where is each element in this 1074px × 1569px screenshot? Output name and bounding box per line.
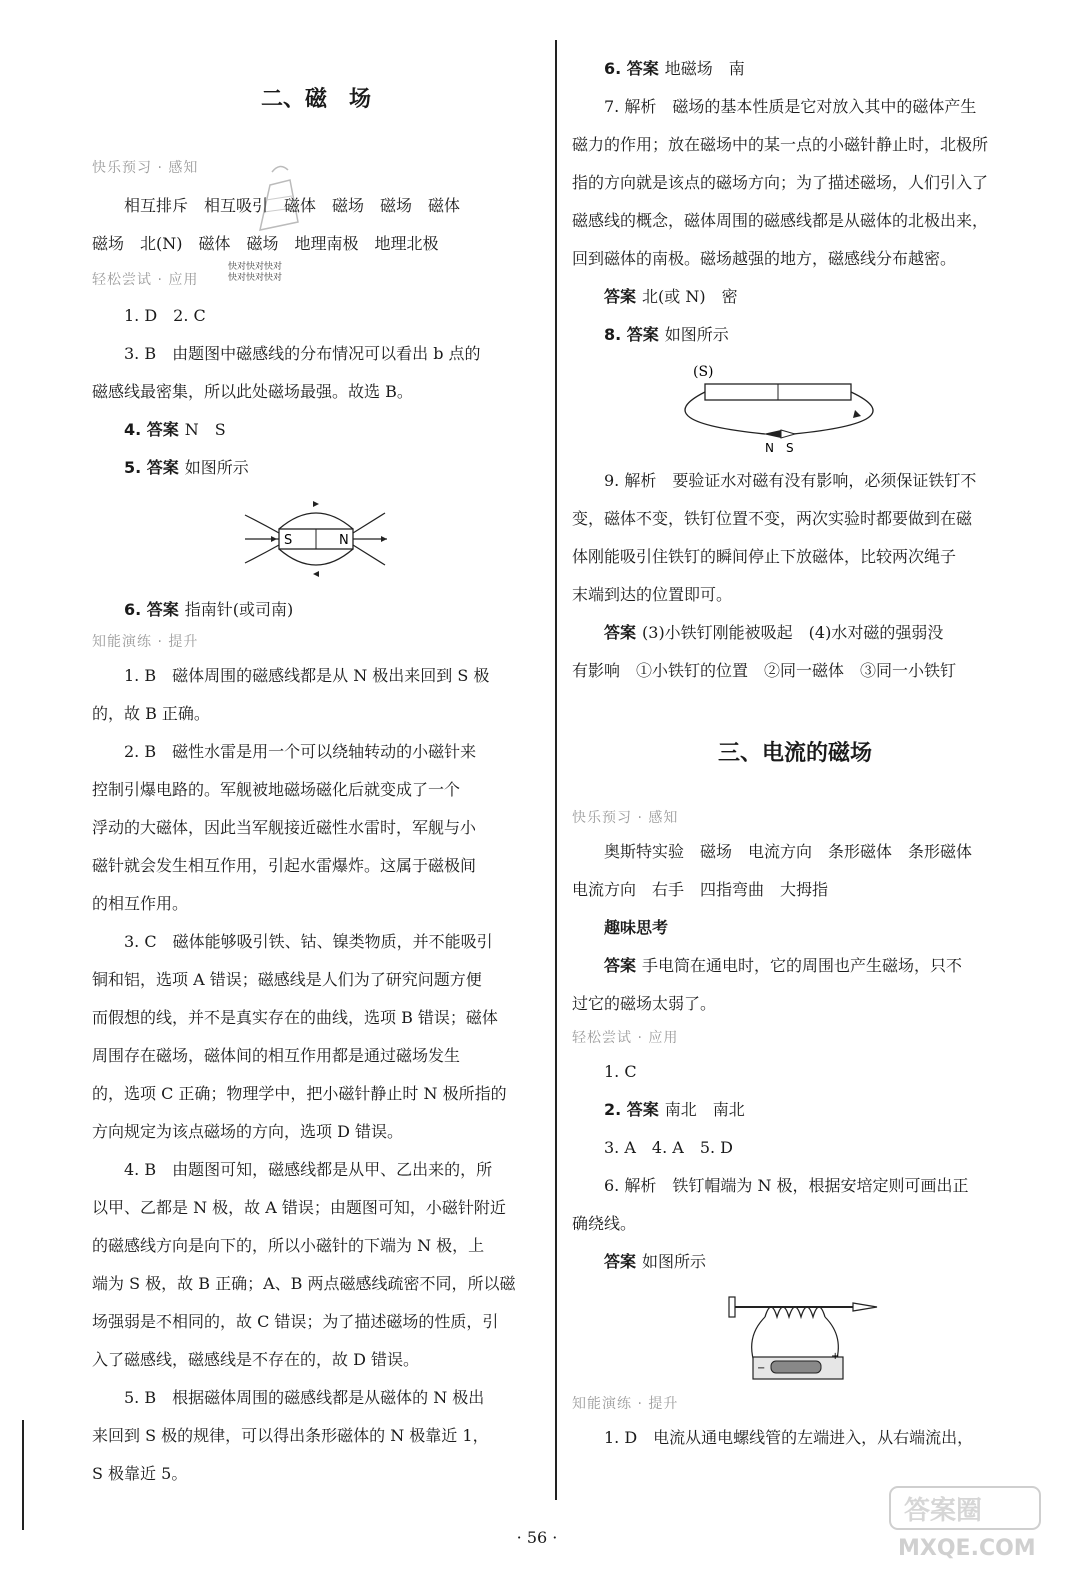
answer-9-line-2: 有影响 ①小铁钉的位置 ②同一磁体 ③同一小铁钉	[572, 661, 957, 680]
section-label-preview: 快乐预习 · 感知	[92, 160, 199, 176]
bar-magnet-field-figure	[241, 493, 391, 585]
answer-6: 6. 答案 指南针(或司南)	[124, 600, 294, 619]
margin-rule	[22, 1420, 24, 1530]
answer-7: 答案 北(或 N) 密	[604, 287, 738, 306]
preview-line-1: 相互排斥 相互吸引 磁体 磁场 磁场 磁体	[124, 196, 461, 215]
section-label-try: 轻松尝试 · 应用	[92, 272, 199, 288]
answer-3-line-1: 3. B 由题图中磁感线的分布情况可以看出 b 点的	[124, 344, 481, 363]
analysis-9: 9. 解析 要验证水对磁有没有影响，必须保证铁钉不 变，磁体不变，铁钉位置不变，两次实验时都要做到在磁 体刚能吸引住铁钉的瞬间停止下放磁体，比较两次绳子 末端到达的位置即可。	[572, 471, 977, 604]
svg-text:−: −	[757, 1363, 766, 1374]
mxqe-watermark-logo	[884, 1483, 1054, 1563]
fig2-s-label: (S)	[693, 364, 714, 380]
magnet-loop-figure	[665, 360, 925, 456]
fun-answer-line-2: 过它的磁场太弱了。	[572, 994, 717, 1013]
svg-text:+: +	[831, 1351, 840, 1362]
page-number: · 56 ·	[516, 1528, 558, 1547]
practice-answer-4: 4. B 由题图可知，磁感线都是从甲、乙出来的，所 以甲、乙都是 N 极，故 A 错误；由题图可知，小磁针附近 的磁感线方向是向下的，所以小磁针的下端为 N 极，上 端为 S 极，故 B 正确；A、B 两点磁感线疏密不同，所以磁 场强弱是不相同的，故 C 错误；为了描述磁场的性质，引 入了磁感线，磁感线是不存在的，故 D 错误。	[92, 1160, 516, 1369]
practice-answer-2: 2. B 磁性水雷是用一个可以绕轴转动的小磁针来 控制引爆电路的。军舰被地磁场磁化后就变成了一个 浮动的大磁体，因此当军舰接近磁性水雷时，军舰与小 磁针就会发生相互作用，引起水雷爆炸。这属于磁极间 的相互作用。	[92, 742, 477, 913]
section-title-current-field: 三、电流的磁场	[717, 741, 872, 766]
section-label-preview-2: 快乐预习 · 感知	[572, 810, 679, 826]
practice-answer-3: 3. C 磁体能够吸引铁、钴、镍类物质，并不能吸引 铜和铝，选项 A 错误；磁感线是人们为了研究问题方便 而假想的线，并不是真实存在的曲线，选项 B 错误；磁体 周围存在磁场，磁体间的相互作用都是通过磁场发生 的，选项 C 正确；物理学中，把小磁针静止时 N 极所指的 方向规定为该点磁场的方向，选项 D 错误。	[92, 932, 507, 1141]
section-label-try-2: 轻松尝试 · 应用	[572, 1030, 679, 1046]
fig2-ns-label: N S	[765, 441, 794, 455]
try2-answer-6-line-2: 确绕线。	[572, 1214, 637, 1233]
fun-thinking-heading: 趣味思考	[604, 918, 669, 937]
stamp-text: 快对快对快对 快对快对快对	[228, 262, 283, 283]
preview2-line-2: 电流方向 右手 四指弯曲 大拇指	[572, 880, 829, 899]
answer-3-line-2: 磁感线最密集，所以此处磁场最强。故选 B。	[92, 382, 413, 401]
practice-answer-5: 5. B 根据磁体周围的磁感线都是从磁体的 N 极出 来回到 S 极的规律，可以得出条形磁体的 N 极靠近 1， S 极靠近 5。	[92, 1388, 489, 1483]
analysis-7: 7. 解析 磁场的基本性质是它对放入其中的磁体产生 磁力的作用；放在磁场中的某一点的小磁针静止时，北极所 指的方向就是该点的磁场方向；为了描述磁场，人们引入了 磁感线的概念，磁体周围的磁感线都是从磁体的北极出来， 回到磁体的南极。磁场越强的地方，磁感线分布越密。	[572, 97, 989, 268]
right-column	[572, 50, 1018, 1457]
answer-8: 8. 答案 如图所示	[604, 325, 729, 344]
answer-9-line-1: 答案 (3)小铁钉刚能被吸起 (4)水对磁的强弱没	[604, 623, 944, 642]
svg-text:答案圈: 答案圈	[904, 1496, 983, 1526]
try2-answer-3-5: 3. A 4. A 5. D	[604, 1138, 733, 1157]
section-label-practice: 知能演练 · 提升	[92, 634, 199, 650]
answer-5: 5. 答案 如图所示	[124, 458, 249, 477]
left-column	[92, 50, 540, 1493]
preview2-line-1: 奥斯特实验 磁场 电流方向 条形磁体 条形磁体	[604, 842, 973, 861]
fig1-s-label: S	[284, 533, 293, 548]
fig1-n-label: N	[339, 533, 349, 548]
nail-solenoid-circuit-figure	[705, 1287, 885, 1387]
fun-answer-line-1: 答案 手电筒在通电时，它的周围也产生磁场，只不	[604, 956, 963, 975]
section-title-magnetic-field: 二、磁 场	[260, 87, 371, 112]
section-label-practice-2: 知能演练 · 提升	[572, 1396, 679, 1412]
column-divider	[555, 40, 557, 1500]
try2-answer-6-ans: 答案 如图所示	[604, 1252, 707, 1271]
try2-answer-2: 2. 答案 南北 南北	[604, 1100, 745, 1119]
answer-r6: 6. 答案 地磁场 南	[604, 59, 745, 78]
preview-line-2: 磁场 北(N) 磁体 磁场 地理南极 地理北极	[92, 234, 439, 253]
answer-4: 4. 答案 N S	[124, 420, 226, 439]
practice-answer-1: 1. B 磁体周围的磁感线都是从 N 极出来回到 S 极 的，故 B 正确。	[92, 666, 490, 723]
svg-text:MXQE.COM: MXQE.COM	[898, 1536, 1036, 1561]
try2-answer-6-line-1: 6. 解析 铁钉帽端为 N 极，根据安培定则可画出正	[604, 1176, 969, 1195]
practice2-answer-1: 1. D 电流从通电螺线管的左端进入，从右端流出，	[604, 1428, 974, 1447]
answer-1-2: 1. D 2. C	[124, 306, 206, 325]
try2-answer-1: 1. C	[604, 1062, 637, 1081]
